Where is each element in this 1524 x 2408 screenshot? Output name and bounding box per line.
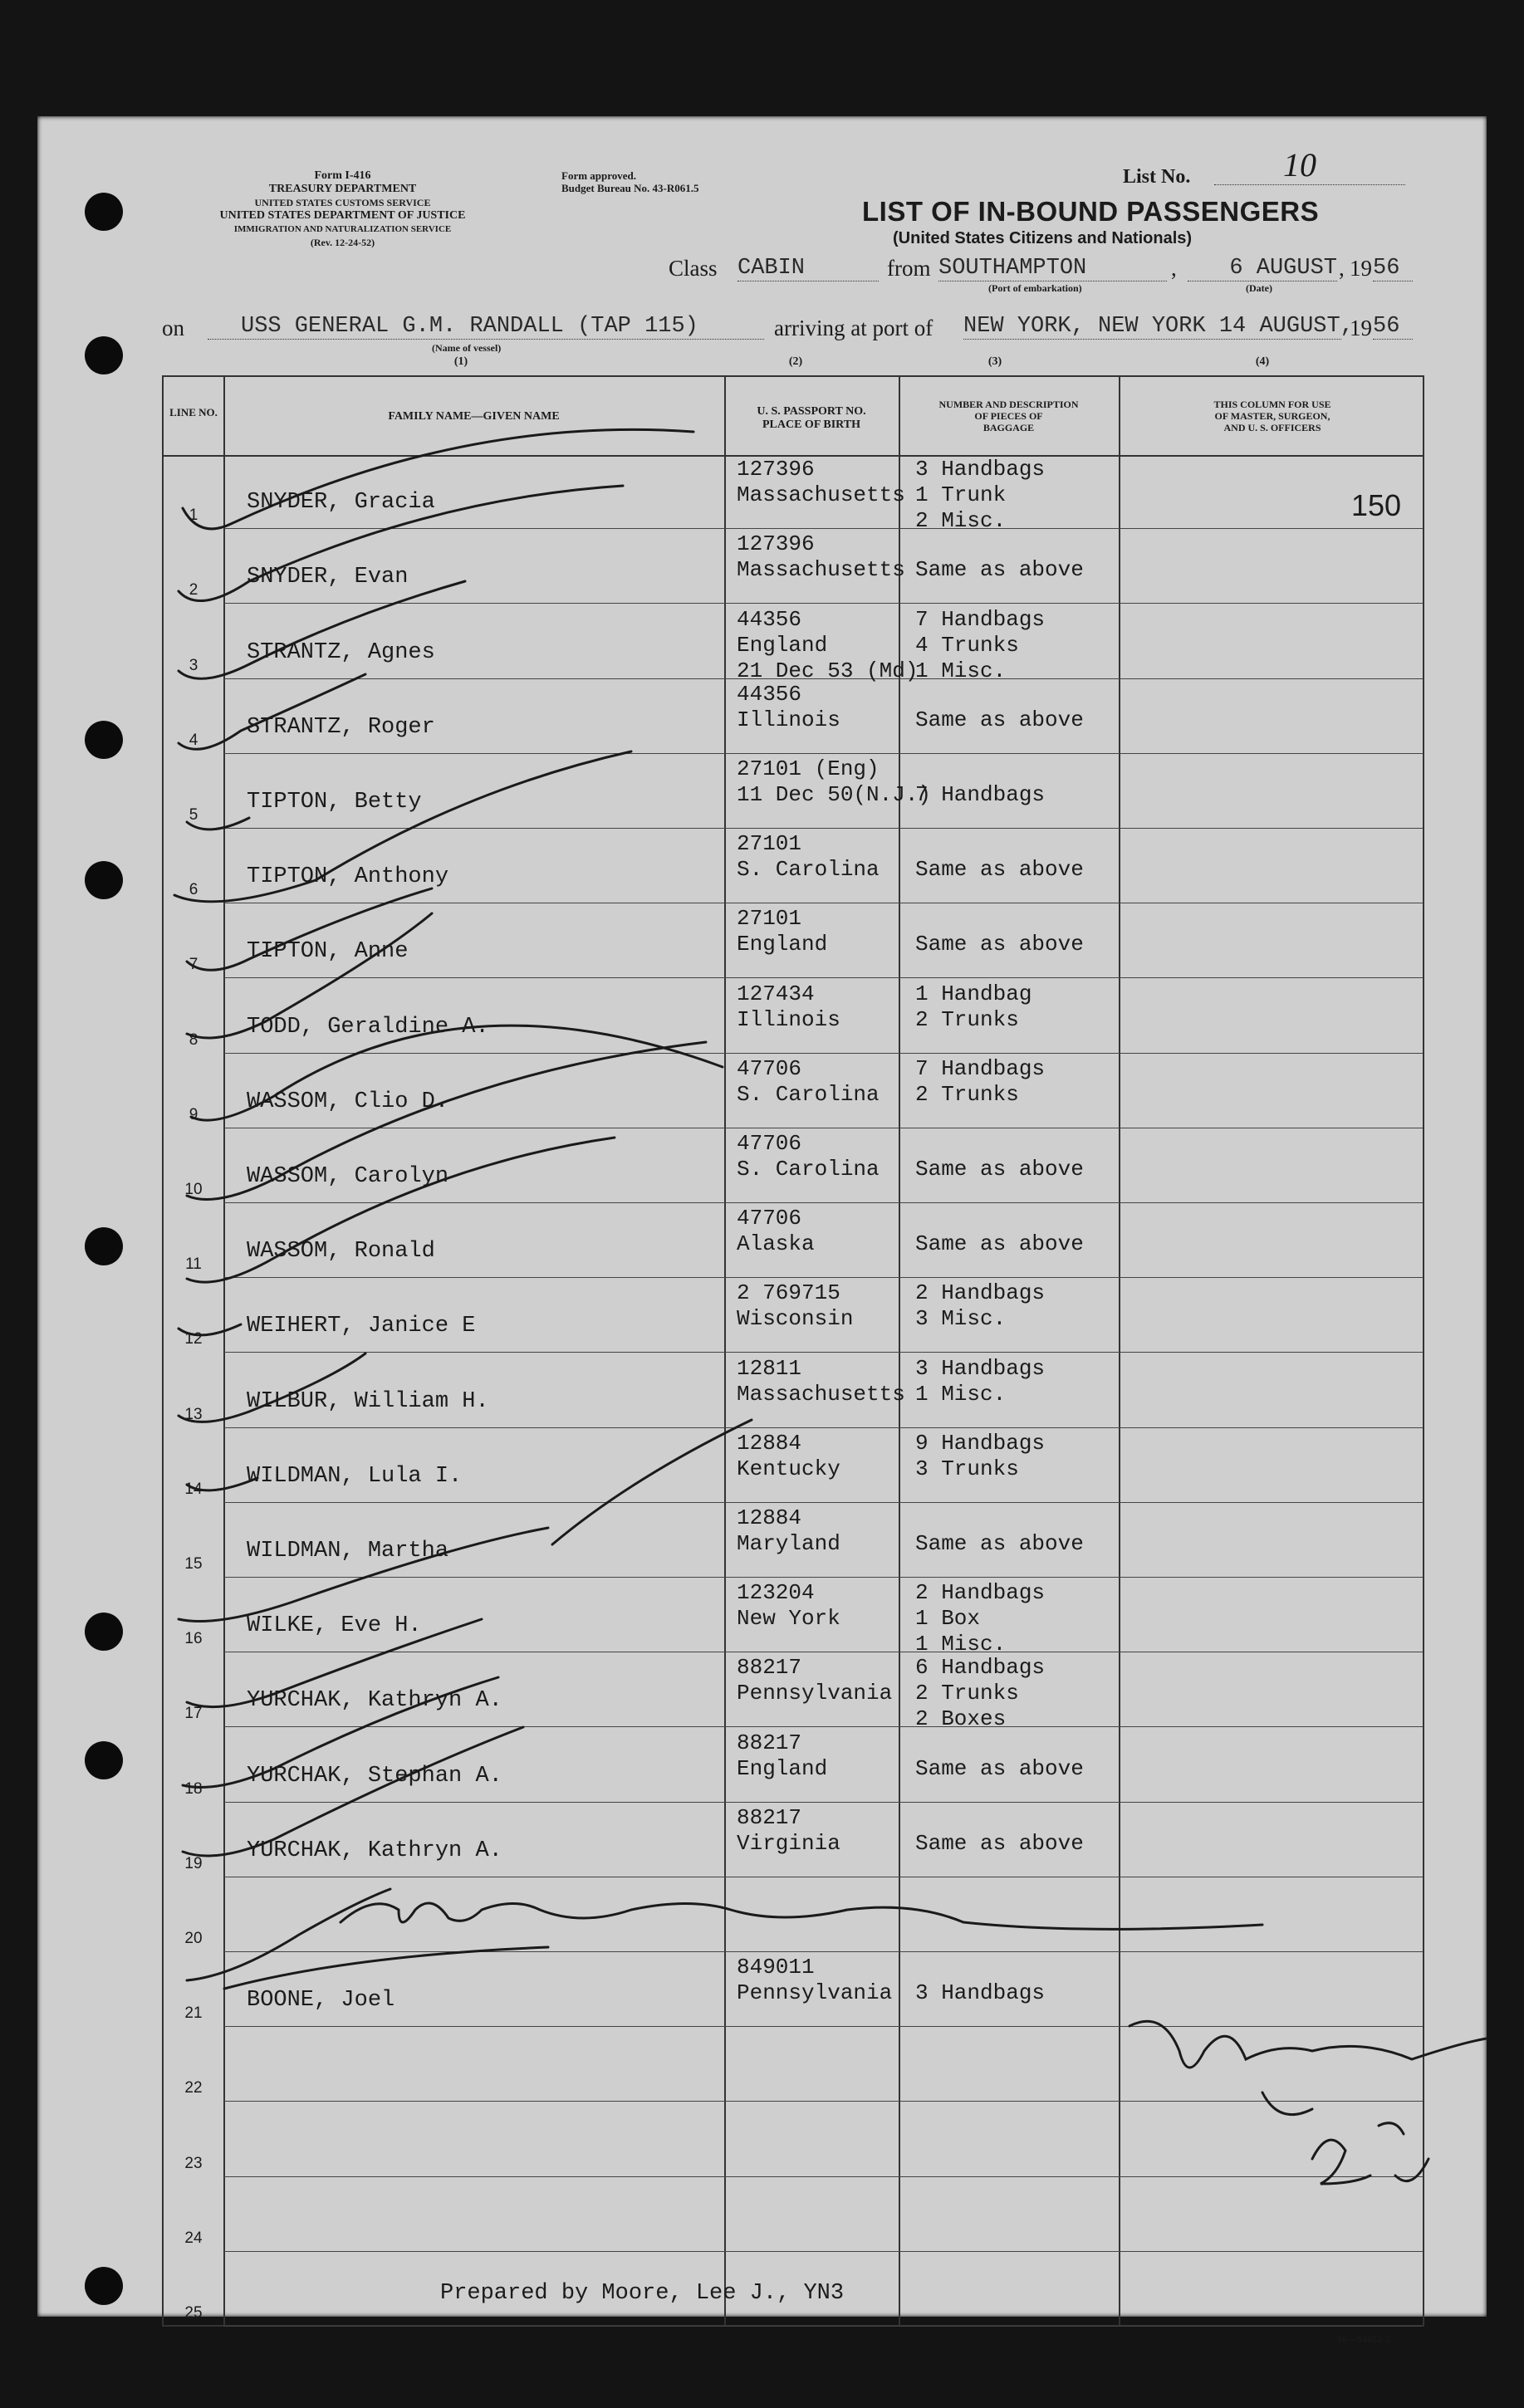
line-number: 17: [184, 1705, 203, 1723]
baggage-line: Same as above: [915, 1755, 1084, 1781]
line-number: 11: [185, 1255, 202, 1274]
agency-block: Form I-416 TREASURY DEPARTMENT UNITED STATES CUSTOMS SERVICE UNITED STATES DEPARTMENT OF JUSTICE IMMIGRATION AND NATURALIZATION SERVICE (Rev. 12-24-52): [219, 169, 466, 248]
punch-hole: [85, 1227, 123, 1265]
passport-place-of-birth: [737, 607, 918, 684]
baggage-line: 1 Trunk: [915, 482, 1007, 508]
arrival-port: NEW YORK, NEW YORK 14 AUGUST,: [963, 314, 1354, 339]
passport-line: Massachusetts: [737, 1381, 905, 1407]
passport-line: 27101 (Eng): [737, 756, 880, 781]
baggage-line: 2 Trunks: [915, 1681, 1019, 1706]
baggage-line: 3 Handbags: [915, 1980, 1046, 2006]
passport-place-of-birth: [737, 906, 827, 957]
row-rule: [223, 1577, 1423, 1578]
passport-line: Pennsylvania: [737, 1681, 893, 1706]
passport-line: Virginia: [737, 1830, 840, 1856]
row-rule: [223, 1352, 1423, 1353]
punch-hole: [85, 1741, 123, 1779]
officer-note: 150: [1351, 488, 1402, 523]
baggage-line: Same as above: [915, 1531, 1084, 1556]
comma: ,: [1171, 256, 1177, 281]
baggage-line: [915, 1730, 1084, 1756]
baggage-line: 4 Trunks: [915, 632, 1019, 658]
line-number: 9: [189, 1105, 198, 1123]
line-number: 23: [184, 2154, 203, 2172]
passport-line: 27101: [737, 831, 802, 857]
header-name: FAMILY NAME—GIVEN NAME: [388, 410, 560, 423]
line-number: 7: [189, 956, 198, 974]
baggage-description: [915, 682, 1084, 733]
line-number: 20: [184, 1930, 203, 1947]
row-rule: [223, 2251, 1423, 2252]
passport-place-of-birth: [737, 531, 905, 583]
baggage-description: [915, 1431, 1045, 1482]
baggage-description: [915, 1955, 1045, 2006]
header-baggage: NUMBER AND DESCRIPTION OF PIECES OF BAGGAGE: [938, 399, 1079, 433]
baggage-line: 1 Box: [915, 1606, 981, 1632]
page-subtitle: (United States Citizens and Nationals): [893, 229, 1193, 247]
baggage-line: [915, 531, 1084, 557]
baggage-description: [915, 756, 1045, 808]
baggage-line: 3 Handbags: [915, 457, 1046, 482]
class-label: Class: [669, 256, 718, 281]
line-number: 16: [184, 1630, 203, 1648]
line-number: 13: [184, 1405, 203, 1423]
baggage-line: 7 Handbags: [915, 1055, 1046, 1081]
passenger-name: YURCHAK, Stephan A.: [247, 1763, 502, 1789]
punch-hole: [85, 721, 123, 759]
passport-place-of-birth: [737, 1580, 840, 1632]
passport-line: Massachusetts: [737, 557, 905, 583]
line-number: 18: [184, 1779, 203, 1798]
row-rule: [223, 1502, 1423, 1503]
row-rule: [223, 528, 1423, 529]
baggage-line: 2 Misc.: [915, 508, 1007, 534]
row-rule: [223, 977, 1423, 978]
arriving-label: arriving at port of: [774, 316, 934, 340]
baggage-line: Same as above: [915, 1830, 1084, 1856]
passport-line: 88217: [737, 1804, 802, 1830]
passport-line: 47706: [737, 1206, 802, 1231]
passport-line: 21 Dec 53 (Md): [737, 658, 919, 683]
baggage-line: [915, 682, 1084, 707]
comma: ,: [1339, 256, 1345, 281]
embark-date: 6 AUGUST: [1188, 256, 1337, 281]
baggage-description: [915, 906, 1084, 957]
passenger-name: TIPTON, Anne: [247, 939, 409, 965]
passport-line: England: [737, 1755, 828, 1781]
passport-line: 47706: [737, 1131, 802, 1156]
baggage-line: [915, 906, 1084, 932]
line-number: 24: [184, 2229, 203, 2247]
passport-place-of-birth: [737, 1805, 840, 1857]
punch-hole: [85, 193, 123, 231]
passport-place-of-birth: [737, 1280, 853, 1332]
baggage-description: [915, 531, 1084, 609]
list-no-value: 10: [1283, 146, 1316, 184]
baggage-line: 2 Handbags: [915, 1580, 1046, 1606]
passport-line: 123204: [737, 1580, 815, 1606]
passport-place-of-birth: [737, 682, 840, 733]
passenger-name: WEIHERT, Janice E: [247, 1314, 476, 1339]
passport-line: England: [737, 932, 828, 957]
col-num-2: (2): [788, 355, 803, 368]
line-number: 3: [189, 656, 198, 674]
passenger-name: TIPTON, Betty: [247, 790, 422, 815]
baggage-description: [915, 1056, 1045, 1108]
punch-hole: [85, 2267, 123, 2305]
line-number: 2: [189, 581, 198, 600]
line-number: 12: [184, 1330, 203, 1348]
baggage-line: 3 Trunks: [915, 1456, 1019, 1481]
passport-place-of-birth: [737, 1505, 840, 1557]
approval-note: Form approved. Budget Bureau No. 43-R061.5: [561, 169, 699, 194]
passport-place-of-birth: [737, 457, 905, 508]
passport-place-of-birth: [737, 831, 880, 883]
baggage-line: Same as above: [915, 557, 1084, 583]
row-rule: [223, 2101, 1423, 2102]
date-caption: (Date): [1246, 282, 1272, 294]
form-code: 16—54052-2: [1337, 2333, 1390, 2345]
baggage-description: [915, 457, 1045, 534]
row-rule: [223, 1277, 1423, 1278]
baggage-line: 1 Misc.: [915, 1632, 1007, 1657]
passport-line: 44356: [737, 681, 802, 707]
passport-place-of-birth: [737, 1431, 840, 1482]
baggage-line: Same as above: [915, 1231, 1084, 1257]
passport-line: 12884: [737, 1430, 802, 1456]
passport-line: S. Carolina: [737, 857, 880, 883]
baggage-line: 1 Handbag: [915, 981, 1032, 1006]
port-of-embarkation: SOUTHAMPTON: [938, 256, 1167, 281]
row-rule: [223, 753, 1423, 754]
arrival-year-prefix: 19: [1350, 316, 1372, 340]
line-number: 15: [184, 1555, 203, 1573]
baggage-description: [915, 1206, 1084, 1257]
list-no-label: List No.: [1123, 166, 1191, 188]
header-officer: THIS COLUMN FOR USE OF MASTER, SURGEON, AND U. S. OFFICERS: [1213, 399, 1331, 433]
col-divider: [724, 377, 726, 2325]
passenger-name: BOONE, Joel: [247, 1988, 395, 2014]
line-number: 1: [189, 507, 198, 525]
baggage-line: [915, 1505, 1084, 1531]
passport-line: 47706: [737, 1055, 802, 1081]
baggage-line: [915, 1206, 1084, 1231]
passport-place-of-birth: [737, 1206, 815, 1257]
baggage-line: Same as above: [915, 1157, 1084, 1182]
row-rule: [223, 603, 1423, 604]
passenger-name: STRANTZ, Roger: [247, 714, 435, 740]
line-number: 14: [184, 1480, 203, 1498]
passenger-name: SNYDER, Gracia: [247, 490, 435, 516]
passport-line: 849011: [737, 1955, 815, 1980]
line-number: 22: [184, 2079, 203, 2097]
passport-place-of-birth: [737, 756, 931, 808]
baggage-line: 1 Misc.: [915, 658, 1007, 683]
baggage-description: [915, 1280, 1045, 1332]
passenger-name: TIPTON, Anthony: [247, 864, 449, 890]
baggage-line: 6 Handbags: [915, 1655, 1046, 1681]
baggage-line: [915, 831, 1084, 857]
passenger-name: WILDMAN, Lula I.: [247, 1463, 463, 1489]
line-number: 8: [189, 1030, 198, 1049]
passport-place-of-birth: [737, 1056, 880, 1108]
baggage-line: Same as above: [915, 857, 1084, 883]
passport-line: Massachusetts: [737, 482, 905, 508]
baggage-description: [915, 981, 1032, 1033]
passport-line: Maryland: [737, 1531, 840, 1556]
line-number: 19: [184, 1854, 203, 1872]
passenger-name: YURCHAK, Kathryn A.: [247, 1838, 502, 1863]
vessel-caption: (Name of vessel): [432, 342, 502, 354]
line-number: 21: [184, 2004, 203, 2023]
line-number: 6: [189, 881, 198, 899]
passenger-name: WASSOM, Ronald: [247, 1239, 435, 1265]
baggage-line: [915, 1955, 1045, 1980]
punch-hole: [85, 1613, 123, 1651]
punch-hole: [85, 861, 123, 899]
baggage-line: 9 Handbags: [915, 1430, 1046, 1456]
col-num-4: (4): [1255, 355, 1270, 368]
page-title: LIST OF IN-BOUND PASSENGERS: [862, 196, 1320, 227]
passenger-name: YURCHAK, Kathryn A.: [247, 1688, 502, 1714]
row-rule: [223, 1202, 1423, 1203]
baggage-description: [915, 1505, 1084, 1557]
passport-line: Illinois: [737, 707, 840, 732]
baggage-description: [915, 607, 1045, 684]
port-caption: (Port of embarkation): [988, 282, 1082, 294]
baggage-line: 2 Boxes: [915, 1706, 1007, 1732]
year-value: 56: [1373, 256, 1413, 281]
passenger-name: WASSOM, Carolyn: [247, 1164, 449, 1189]
baggage-line: [915, 756, 1045, 782]
col-divider: [1119, 377, 1120, 2325]
row-rule: [223, 1802, 1423, 1803]
year-prefix: 19: [1350, 256, 1372, 281]
baggage-description: [915, 1580, 1045, 1657]
passport-place-of-birth: [737, 1655, 892, 1706]
baggage-description: [915, 831, 1084, 883]
line-number: 25: [184, 2304, 203, 2322]
passport-place-of-birth: [737, 1955, 892, 2006]
passenger-name: WILDMAN, Martha: [247, 1539, 449, 1564]
row-rule: [223, 1053, 1423, 1054]
header-passport: U. S. PASSPORT NO. PLACE OF BIRTH: [757, 405, 866, 431]
line-number: 5: [189, 806, 198, 824]
passport-place-of-birth: [737, 1131, 880, 1182]
passenger-name: TODD, Geraldine A.: [247, 1014, 489, 1040]
header-line-no: LINE NO.: [169, 406, 218, 418]
col-num-3: (3): [987, 355, 1002, 368]
row-rule: [223, 1951, 1423, 1952]
passenger-name: WILKE, Eve H.: [247, 1613, 422, 1639]
passport-line: Wisconsin: [737, 1306, 854, 1332]
passport-line: 127434: [737, 981, 815, 1006]
vessel-name: USS GENERAL G.M. RANDALL (TAP 115): [208, 314, 764, 340]
passenger-name: STRANTZ, Agnes: [247, 639, 435, 665]
baggage-description: [915, 1730, 1084, 1782]
col-num-1: (1): [453, 355, 468, 368]
passport-place-of-birth: [737, 1356, 905, 1407]
baggage-line: 7 Handbags: [915, 782, 1046, 807]
baggage-line: [915, 1131, 1084, 1157]
passenger-name: WASSOM, Clio D.: [247, 1089, 449, 1114]
passport-line: S. Carolina: [737, 1081, 880, 1107]
passport-line: 27101: [737, 906, 802, 932]
passenger-name: WILBUR, William H.: [247, 1388, 489, 1414]
passport-line: New York: [737, 1606, 840, 1632]
passport-place-of-birth: [737, 1730, 827, 1782]
passport-line: 11 Dec 50(N.J.): [737, 782, 932, 807]
baggage-line: 1 Misc.: [915, 1381, 1007, 1407]
row-rule: [223, 2326, 1423, 2327]
on-label: on: [162, 316, 184, 340]
baggage-line: [915, 583, 1084, 609]
passport-line: 12811: [737, 1355, 802, 1381]
row-rule: [223, 1726, 1423, 1727]
punch-hole: [85, 336, 123, 374]
passenger-table: [162, 375, 1424, 2327]
baggage-description: [915, 1356, 1045, 1407]
col-divider: [223, 377, 225, 2325]
passport-line: Alaska: [737, 1231, 815, 1257]
passport-line: Pennsylvania: [737, 1980, 893, 2006]
passport-line: 44356: [737, 606, 802, 632]
baggage-line: [915, 1805, 1084, 1831]
row-rule: [223, 2026, 1423, 2027]
baggage-line: 7 Handbags: [915, 606, 1046, 632]
from-label: from: [887, 256, 931, 281]
passport-line: Kentucky: [737, 1456, 840, 1481]
class-value: CABIN: [737, 256, 879, 281]
passport-line: 2 769715: [737, 1280, 840, 1306]
passport-line: 127396: [737, 457, 815, 482]
row-rule: [223, 2176, 1423, 2177]
baggage-line: 3 Handbags: [915, 1355, 1046, 1381]
row-rule: [223, 828, 1423, 829]
baggage-description: [915, 1655, 1045, 1732]
passport-line: Illinois: [737, 1006, 840, 1032]
row-rule: [223, 1427, 1423, 1428]
baggage-line: Same as above: [915, 932, 1084, 957]
arrival-year: 56: [1373, 314, 1413, 340]
passport-line: 88217: [737, 1655, 802, 1681]
passport-line: 127396: [737, 531, 815, 557]
baggage-line: 2 Trunks: [915, 1081, 1019, 1107]
passport-line: England: [737, 632, 828, 658]
baggage-line: Same as above: [915, 707, 1084, 732]
line-number: 10: [184, 1181, 203, 1198]
baggage-line: 3 Misc.: [915, 1306, 1007, 1332]
baggage-line: 2 Handbags: [915, 1280, 1046, 1306]
passport-line: 88217: [737, 1730, 802, 1755]
passport-line: S. Carolina: [737, 1157, 880, 1182]
passenger-name: SNYDER, Evan: [247, 565, 409, 590]
line-number: 4: [189, 731, 198, 749]
passport-place-of-birth: [737, 981, 840, 1033]
passport-line: 12884: [737, 1505, 802, 1530]
prepared-by: Prepared by Moore, Lee J., YN3: [440, 2281, 845, 2306]
baggage-line: 2 Trunks: [915, 1006, 1019, 1032]
baggage-description: [915, 1131, 1084, 1182]
baggage-description: [915, 1805, 1084, 1857]
